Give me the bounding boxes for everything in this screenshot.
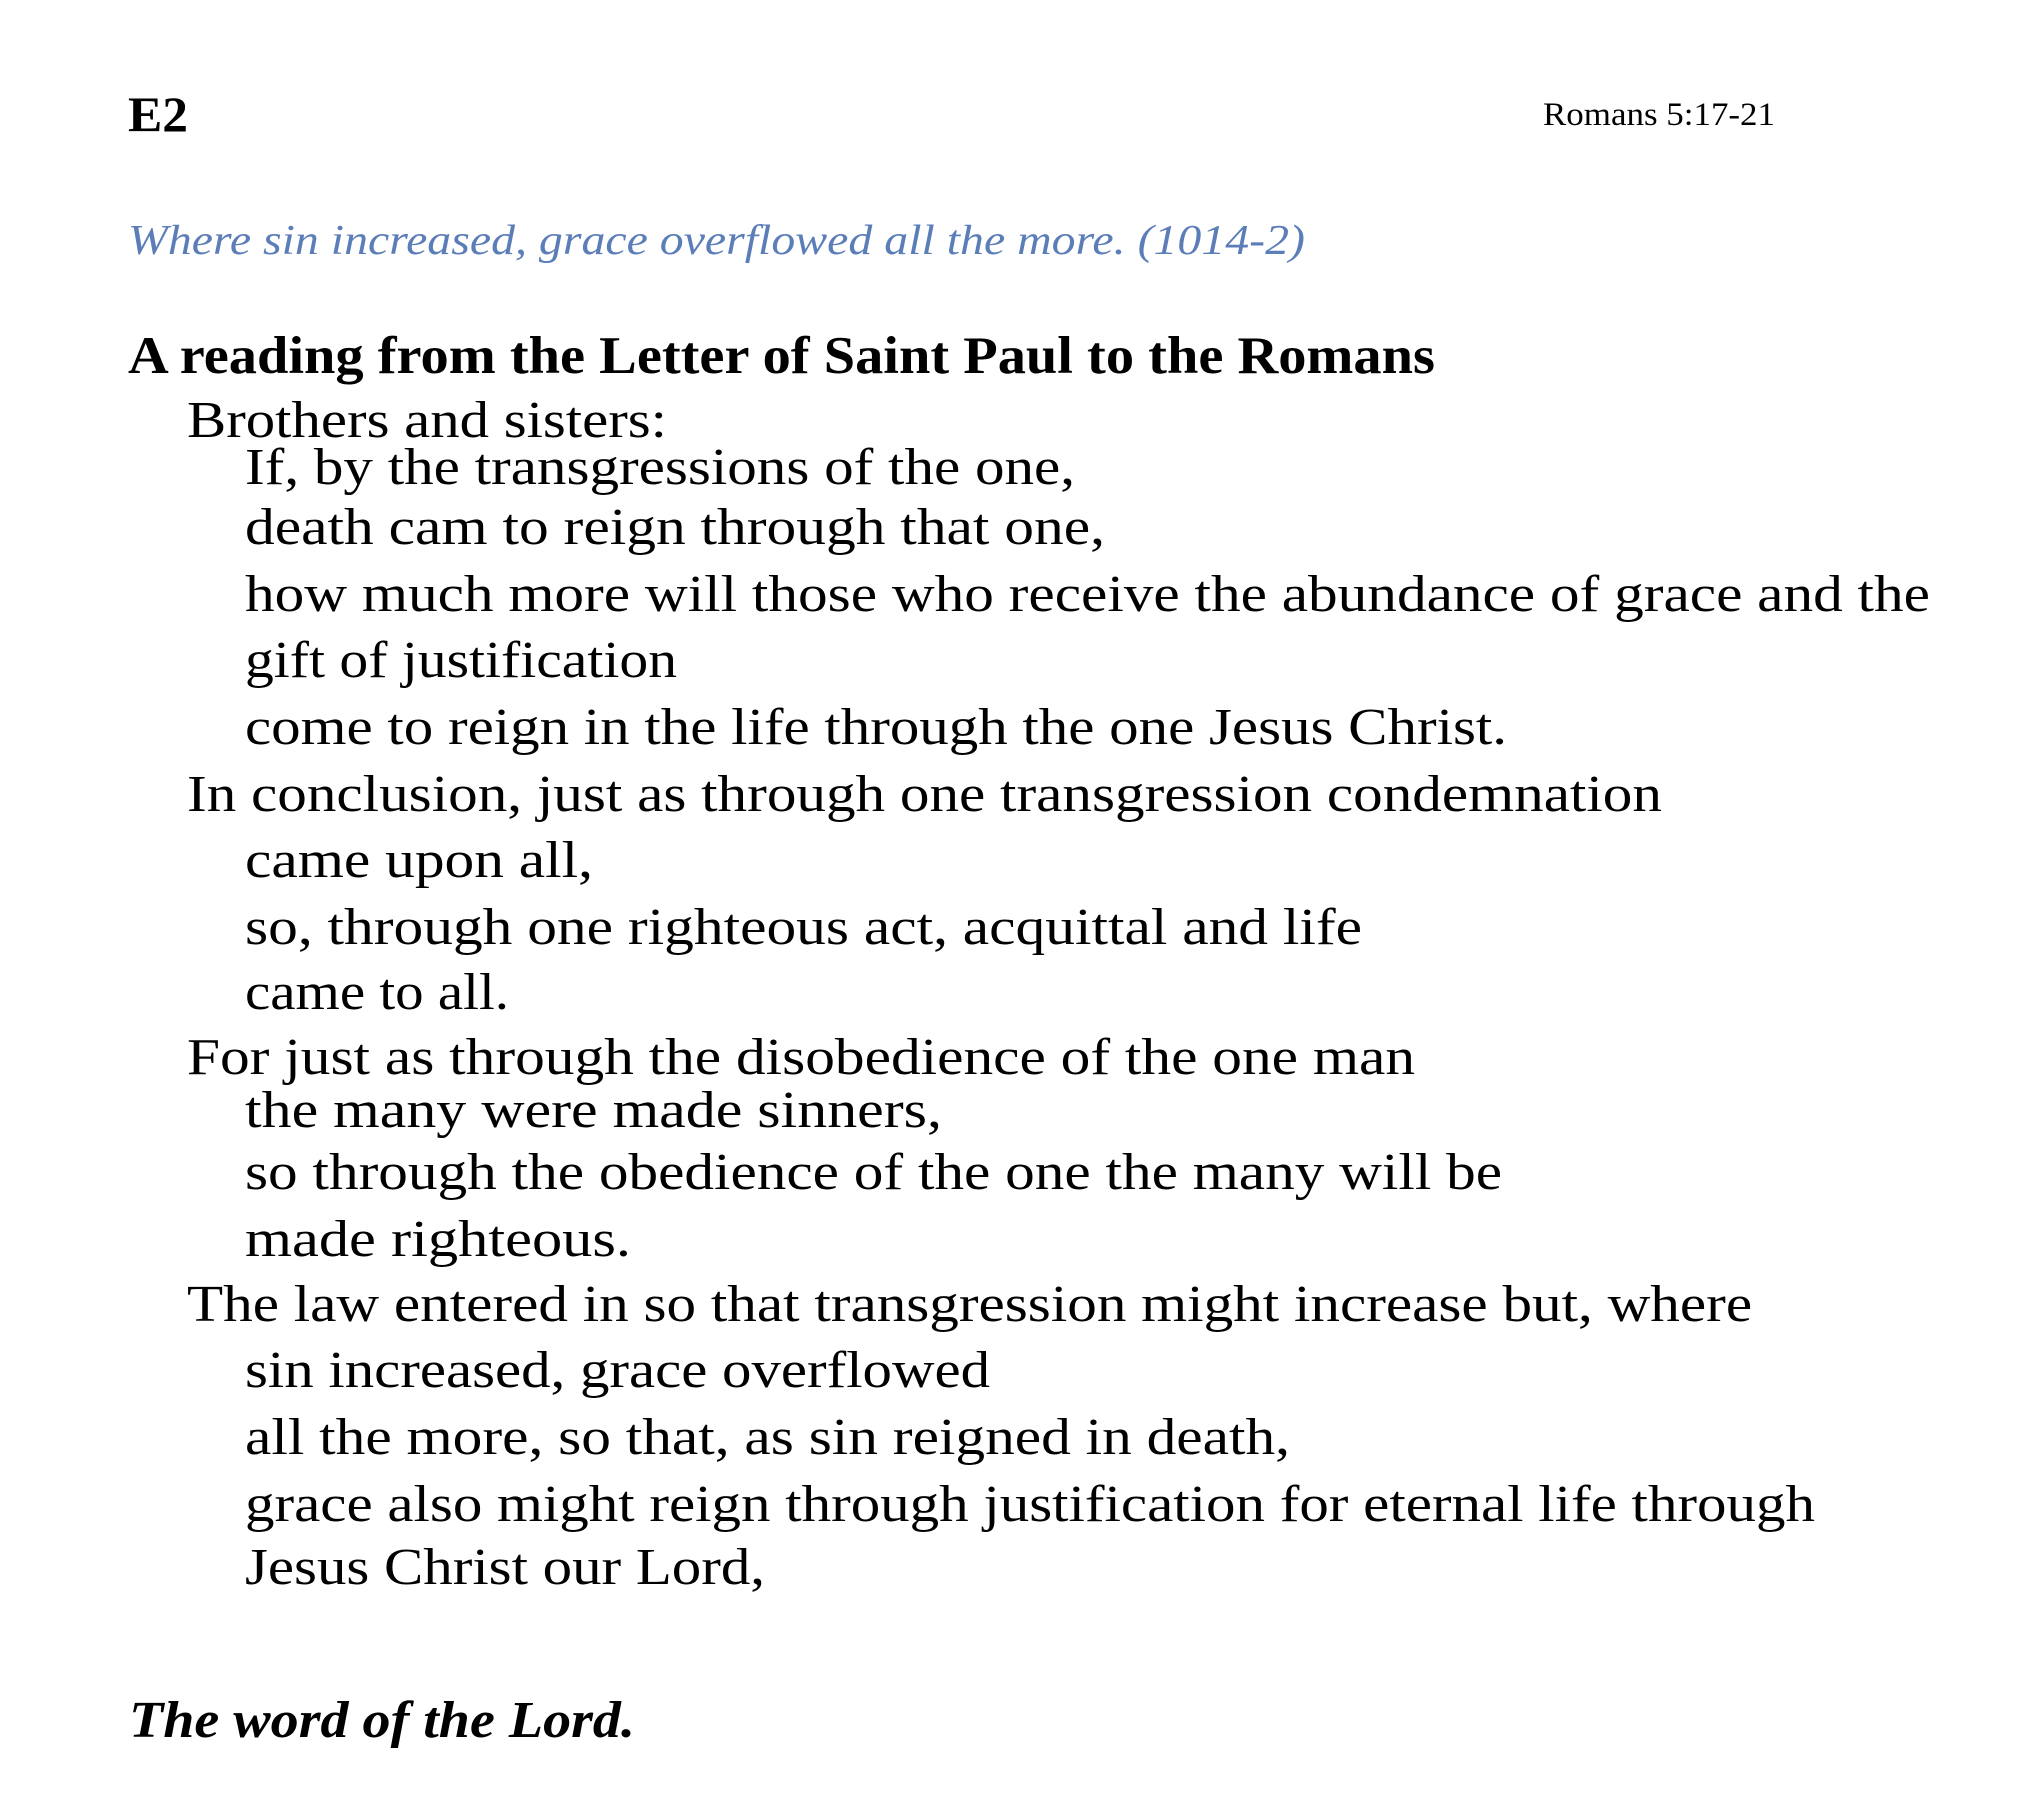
closing-acclamation: The word of the Lord. [129, 1692, 635, 1749]
verse-line: sin increased, grace overflowed [245, 1342, 990, 1399]
verse-line: came to all. [245, 964, 509, 1021]
verse-line: grace also might reign through justification for eternal life through [245, 1476, 1815, 1533]
verse-line: For just as through the disobedience of the one man [187, 1029, 1416, 1086]
reading-code: E2 [128, 86, 188, 142]
verse-line: the many were made sinners, [245, 1082, 942, 1139]
reading-heading: A reading from the Letter of Saint Paul to the Romans [128, 327, 1435, 385]
verse-line: came upon all, [245, 832, 593, 889]
verse-line: so through the obedience of the one the many will be [245, 1144, 1503, 1201]
verse-line: so, through one righteous act, acquittal and life [245, 899, 1363, 956]
verse-line: all the more, so that, as sin reigned in death, [245, 1409, 1291, 1466]
verse-line: made righteous. [245, 1211, 632, 1268]
responsorial-antiphon: Where sin increased, grace overflowed all the more. (1014-2) [128, 218, 1305, 264]
verse-line: The law entered in so that transgression might increase but, where [187, 1276, 1753, 1333]
verse-line: come to reign in the life through the one Jesus Christ. [245, 699, 1508, 756]
verse-line: how much more will those who receive the abundance of grace and the [245, 566, 1930, 623]
verse-line: Brothers and sisters: [187, 392, 668, 449]
verse-line: If, by the transgressions of the one, [245, 439, 1076, 496]
verse-line: gift of justification [245, 632, 678, 689]
verse-line: In conclusion, just as through one transgression condemnation [187, 766, 1662, 823]
verse-line: Jesus Christ our Lord, [245, 1539, 766, 1596]
scripture-reference: Romans 5:17-21 [1543, 97, 1776, 133]
verse-line: death cam to reign through that one, [245, 499, 1105, 556]
